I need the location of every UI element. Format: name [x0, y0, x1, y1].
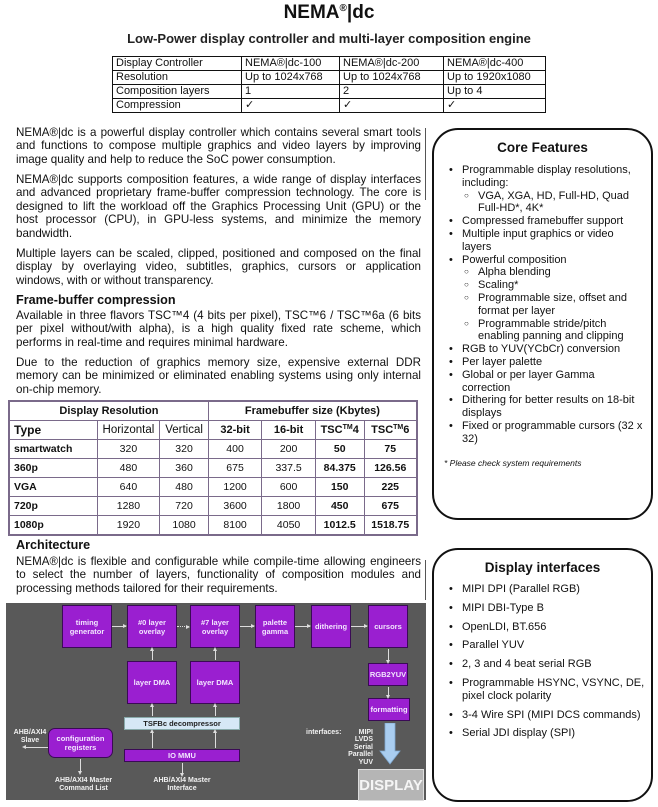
column-header-tsc4 — [315, 421, 364, 440]
core-features-footnote: * Please check system requirements — [444, 457, 582, 468]
tsc-label: TSC — [320, 424, 343, 436]
table-cell: 8100 — [208, 516, 261, 536]
arrow-up — [215, 731, 216, 748]
arrow-up — [215, 705, 216, 716]
table-cell: Display Controller — [113, 57, 242, 71]
display-interfaces-card — [432, 548, 653, 802]
block-dithering: dithering — [311, 605, 351, 648]
bullet-icon: • — [449, 253, 453, 266]
list-item-text: OpenLDI, BT.656 — [462, 620, 547, 633]
list-item-text: Compressed framebuffer support — [462, 215, 624, 228]
table-cell: VGA — [9, 478, 97, 497]
framebuffer-heading: Frame-buffer compression — [16, 293, 176, 307]
table-cell: Up to 4 — [444, 85, 546, 99]
architecture-paragraph: NEMA®|dc is flexible and configurable while compile-time allowing engineers to select the number of layers, functionality of composition modules and processing methods tailored for their requirements. — [16, 555, 421, 595]
block-layer7-overlay: #7 layer overlay — [190, 605, 240, 648]
interface-item: YUV — [358, 758, 373, 766]
table-header-row — [9, 421, 417, 440]
column-header-vertical: Vertical — [160, 421, 209, 440]
arrow-down — [388, 649, 389, 662]
table-row — [9, 516, 417, 536]
display-output: DISPLAY — [358, 769, 424, 801]
table-cell: 1280 — [97, 497, 160, 516]
list-item — [446, 677, 645, 703]
arrow-right — [112, 626, 126, 627]
block-rgb2yuv: RGB2YUV — [368, 663, 408, 686]
table-cell: NEMA®|dc-400 — [444, 57, 546, 71]
column-header-horizontal: Horizontal — [97, 421, 160, 440]
column-header-type: Type — [9, 421, 97, 440]
architecture-heading: Architecture — [16, 538, 91, 552]
list-item-text: Dithering for better results on 18-bit displays — [462, 394, 635, 420]
table-cell: 400 — [208, 440, 261, 459]
list-item — [446, 343, 643, 356]
table-cell: NEMA®|dc-200 — [340, 57, 444, 71]
intro-paragraph-1: NEMA®|dc is a powerful display controller which contains several smart tools and functions to compose multiple graphics and video layers by improving image quality and help to reduce the SoC power consumption. — [16, 126, 421, 166]
table-cell: 1920 — [97, 516, 160, 536]
list-item-text: Programmable stride/pitch enabling panning and clipping — [478, 317, 624, 343]
list-item — [446, 583, 645, 596]
table-cell: 1200 — [208, 478, 261, 497]
circle-bullet-icon: ○ — [464, 267, 469, 277]
arrow-up — [152, 731, 153, 748]
table-cell: 84.375 — [315, 459, 364, 478]
table-cell: smartwatch — [9, 440, 97, 459]
list-item — [446, 228, 643, 254]
table-row — [9, 478, 417, 497]
framebuffer-paragraph-1: Available in three flavors TSC™4 (4 bits per pixel), TSC™6 / TSC™6a (6 bits per pixel without/with alpha), is a high quality fixed rate scheme, which performs in real-time and requires minimal hardware. — [16, 309, 421, 349]
bullet-icon: • — [449, 368, 453, 381]
circle-bullet-icon: ○ — [464, 190, 469, 200]
label-ahb-master-interface: AHB/AXI4 Master Interface — [153, 777, 211, 792]
list-item — [446, 292, 643, 318]
list-item-text: Scaling* — [478, 279, 519, 292]
arrow-up — [152, 649, 153, 660]
label-ahb-slave: AHB/AXI4 Slave — [13, 729, 47, 744]
circle-bullet-icon: ○ — [464, 292, 469, 302]
table-cell: 360 — [160, 459, 209, 478]
list-item — [446, 727, 645, 740]
tsc-label: TSC — [371, 424, 394, 436]
table-cell: 4050 — [262, 516, 316, 536]
table-cell: 1800 — [262, 497, 316, 516]
list-item-text: Parallel YUV — [462, 639, 525, 652]
column-header-tsc6 — [364, 421, 417, 440]
table-row — [9, 459, 417, 478]
table-cell: 1012.5 — [315, 516, 364, 536]
group-header-framebuffer-size: Framebuffer size (Kbytes) — [208, 401, 417, 421]
bullet-icon: • — [449, 639, 453, 652]
table-cell: 675 — [364, 497, 417, 516]
block-cursors: cursors — [368, 605, 408, 648]
registered-mark: ® — [339, 3, 347, 14]
arrow-right — [295, 626, 310, 627]
table-row — [113, 85, 546, 99]
circle-bullet-icon: ○ — [464, 280, 469, 290]
list-item-text: Powerful composition — [462, 253, 567, 266]
table-cell: Up to 1920x1080 — [444, 71, 546, 85]
table-cell: 480 — [160, 478, 209, 497]
table-row — [113, 71, 546, 85]
arrow-left — [24, 747, 48, 748]
table-cell: NEMA®|dc-100 — [242, 57, 340, 71]
list-item-text: Fixed or programmable cursors (32 x 32) — [462, 419, 643, 445]
comparison-table — [112, 56, 546, 113]
interfaces-list — [331, 729, 373, 766]
list-item — [446, 164, 643, 190]
core-features-card — [432, 128, 653, 520]
bullet-icon: • — [449, 727, 453, 740]
list-item-text: RGB to YUV(YCbCr) conversion — [462, 343, 621, 356]
bullet-icon: • — [449, 343, 453, 356]
table-cell: 75 — [364, 440, 417, 459]
list-item-text: MIPI DBI-Type B — [462, 601, 544, 614]
table-group-header-row — [9, 401, 417, 421]
list-item — [446, 621, 645, 634]
core-features-title: Core Features — [497, 140, 588, 155]
list-item-text: Global or per layer Gamma correction — [462, 368, 595, 394]
list-item — [446, 254, 643, 267]
list-item — [446, 369, 643, 395]
list-item-text: Multiple input graphics or video layers — [462, 227, 614, 253]
block-palette-gamma: palette gamma — [255, 605, 295, 648]
bullet-icon: • — [449, 419, 453, 432]
trademark-mark: TM — [342, 424, 353, 431]
circle-bullet-icon: ○ — [464, 318, 469, 328]
arrow-right — [351, 626, 367, 627]
arrow-up — [215, 649, 216, 660]
list-item — [446, 639, 645, 652]
architecture-diagram — [6, 603, 426, 800]
bullet-icon: • — [449, 227, 453, 240]
block-tsfbc-decompressor: TSFBc decompressor — [124, 717, 240, 730]
table-cell: 720 — [160, 497, 209, 516]
table-cell: 1080 — [160, 516, 209, 536]
arrow-right-dotted — [177, 626, 189, 627]
table-cell: 126.56 — [364, 459, 417, 478]
table-cell: Composition layers — [113, 85, 242, 99]
table-cell: Resolution — [113, 71, 242, 85]
bullet-icon: • — [449, 620, 453, 633]
block-configuration-registers: configuration registers — [48, 728, 113, 758]
output-arrow-icon — [379, 723, 401, 765]
table-cell: 640 — [97, 478, 160, 497]
list-item — [446, 190, 643, 216]
list-item — [446, 356, 643, 369]
list-item-text: Serial JDI display (SPI) — [462, 727, 576, 740]
label-interfaces: interfaces: — [306, 729, 342, 736]
list-item-text: Per layer palette — [462, 355, 543, 368]
block-io-mmu: IO MMU — [124, 749, 240, 762]
framebuffer-paragraph-2: Due to the reduction of graphics memory size, expensive external DDR memory can be minimized or eliminated enabling systems using only internal on-chip memory. — [16, 356, 421, 396]
table-cell: 450 — [315, 497, 364, 516]
page-subtitle: Low-Power display controller and multi-layer composition engine — [127, 31, 531, 46]
table-cell: 150 — [315, 478, 364, 497]
bullet-icon: • — [449, 355, 453, 368]
list-item — [446, 279, 643, 292]
tsc-suffix: 6 — [403, 424, 410, 436]
list-item — [446, 602, 645, 615]
block-formatting: formatting — [368, 698, 410, 721]
list-item-text: 2, 3 and 4 beat serial RGB — [462, 658, 592, 671]
table-cell: Up to 1024x768 — [242, 71, 340, 85]
group-header-display-resolution: Display Resolution — [9, 401, 208, 421]
list-item-text: Alpha blending — [478, 266, 551, 279]
framebuffer-table — [8, 400, 418, 536]
table-cell: Up to 1024x768 — [340, 71, 444, 85]
list-item-text: 3-4 Wire SPI (MIPI DCS commands) — [462, 708, 641, 721]
interface-item: Parallel — [348, 751, 373, 759]
table-cell: 337.5 — [262, 459, 316, 478]
arrow-down — [388, 687, 389, 697]
block-layer0-overlay: #0 layer overlay — [127, 605, 177, 648]
column-header-32bit: 32-bit — [208, 421, 261, 440]
list-item — [446, 318, 643, 344]
column-header-16bit: 16-bit — [262, 421, 316, 440]
column-divider — [425, 128, 426, 200]
table-cell: 225 — [364, 478, 417, 497]
table-cell: 675 — [208, 459, 261, 478]
intro-paragraph-3: Multiple layers can be scaled, clipped, positioned and composed on the final display by overlaying video, subtitles, graphics, cursors or application windows, with or without transparency. — [16, 247, 421, 287]
label-ahb-command-list: AHB/AXI4 Master Command List — [54, 777, 113, 792]
title-text: NEMA — [283, 2, 340, 23]
table-cell: Compression — [113, 99, 242, 113]
table-row — [9, 497, 417, 516]
table-cell: 1080p — [9, 516, 97, 536]
check-icon: ✓ — [242, 99, 340, 113]
table-cell: 320 — [160, 440, 209, 459]
list-item — [446, 420, 643, 446]
table-cell: 3600 — [208, 497, 261, 516]
table-cell: 360p — [9, 459, 97, 478]
core-features-list — [434, 164, 651, 446]
arrow-down — [80, 759, 81, 773]
list-item-text: Programmable size, offset and format per layer — [478, 291, 627, 317]
list-item — [446, 658, 645, 671]
list-item — [446, 394, 643, 420]
block-layer-dma-7: layer DMA — [190, 661, 240, 704]
page-title — [0, 2, 658, 24]
table-cell: 720p — [9, 497, 97, 516]
block-timing-generator: timing generator — [62, 605, 112, 648]
bullet-icon: • — [449, 394, 453, 407]
display-interfaces-list — [434, 583, 651, 740]
check-icon: ✓ — [340, 99, 444, 113]
intro-paragraph-2: NEMA®|dc supports composition features, a wide range of display interfaces and advanced proprietary frame-buffer compression technology. The core is designed to lift the workload off the Graphics Processing Unit (GPU) or the host processor (CPU), in GPU-less systems, and minimize the memory bandwidth. — [16, 173, 421, 240]
list-item — [446, 215, 643, 228]
table-cell: 200 — [262, 440, 316, 459]
arrow-down — [182, 763, 183, 775]
tsc-suffix: 4 — [352, 424, 359, 436]
interface-item: MIPI — [358, 729, 373, 736]
bullet-icon: • — [449, 708, 453, 721]
table-cell: 2 — [340, 85, 444, 99]
title-suffix: |dc — [346, 2, 375, 23]
list-item-text: Programmable HSYNC, VSYNC, DE, pixel clock polarity — [462, 676, 645, 702]
list-item — [446, 709, 645, 722]
list-item-text: MIPI DPI (Parallel RGB) — [462, 583, 580, 595]
display-interfaces-title: Display interfaces — [484, 560, 601, 575]
check-icon: ✓ — [444, 99, 546, 113]
interface-item: LVDS — [354, 736, 373, 744]
list-item — [446, 266, 643, 279]
table-cell: 600 — [262, 478, 316, 497]
table-cell: 1 — [242, 85, 340, 99]
table-row — [9, 440, 417, 459]
table-row — [113, 57, 546, 71]
block-layer-dma-0: layer DMA — [127, 661, 177, 704]
bullet-icon: • — [449, 676, 453, 689]
table-cell: 480 — [97, 459, 160, 478]
table-cell: 1518.75 — [364, 516, 417, 536]
list-item-text: VGA, XGA, HD, Full-HD, Quad Full-HD*, 4K* — [478, 189, 629, 215]
arrow-up — [152, 705, 153, 716]
trademark-mark: TM — [393, 424, 404, 431]
table-cell: 320 — [97, 440, 160, 459]
table-row — [113, 99, 546, 113]
arrow-right — [240, 626, 254, 627]
bullet-icon: • — [449, 164, 453, 176]
bullet-icon: • — [449, 658, 453, 671]
column-divider — [425, 560, 426, 600]
bullet-icon: • — [449, 215, 453, 228]
interface-item: Serial — [353, 743, 373, 751]
table-cell: 50 — [315, 440, 364, 459]
bullet-icon: • — [449, 583, 453, 595]
bullet-icon: • — [449, 601, 453, 614]
list-item-text: Programmable display resolutions, including: — [462, 164, 631, 189]
